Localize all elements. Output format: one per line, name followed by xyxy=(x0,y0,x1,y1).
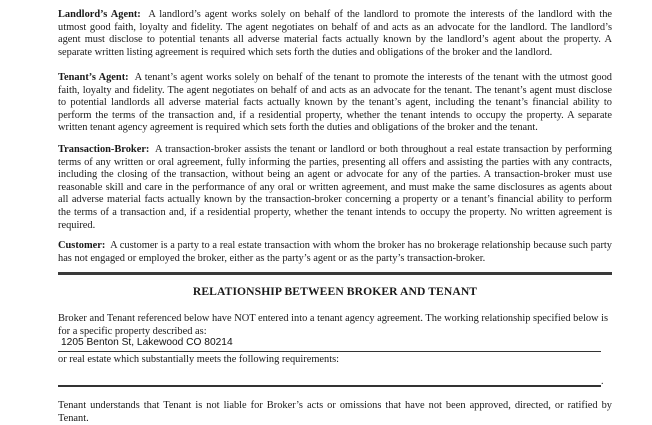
property-address-field[interactable]: 1205 Benton St, Lakewood CO 80214 xyxy=(61,337,233,348)
definition-customer xyxy=(58,240,612,265)
property-address-underline xyxy=(58,351,601,352)
requirements-label: or real estate which substantially meets the following requirements: xyxy=(58,354,340,365)
requirements-underline xyxy=(58,385,601,387)
definition-term: Landlord’s Agent: xyxy=(58,9,141,20)
section-divider xyxy=(58,272,612,275)
tenant-liability-statement: Tenant understands that Tenant is not liable for Broker’s acts or omissions that have not been approved, directed, or ratified by Tenant. xyxy=(58,400,612,424)
definition-term: Customer: xyxy=(58,240,106,251)
definition-text: A customer is a party to a real estate transaction with whom the broker has no brokerage relationship because such party has not engaged or employed the broker, either as the party’s agent or as the party’s transaction-broker. xyxy=(58,240,612,264)
definition-term: Tenant’s Agent: xyxy=(58,72,129,83)
definition-landlords-agent xyxy=(58,9,612,59)
relationship-intro: Broker and Tenant referenced below have NOT entered into a tenant agency agreement. The working relationship specified below is for a specific property described as: xyxy=(58,313,609,337)
definition-transaction-broker xyxy=(58,144,612,232)
section-heading: RELATIONSHIP BETWEEN BROKER AND TENANT xyxy=(192,285,478,298)
definition-tenants-agent xyxy=(58,72,612,135)
requirements-period: . xyxy=(601,376,604,387)
requirements-field[interactable] xyxy=(61,372,601,384)
definition-text: A landlord’s agent works solely on behalf of the landlord to promote the interests of the landlord with the utmost good faith, loyalty and fidelity. The agent negotiates on behalf of and acts as an advocate for the landlord. The landlord’s agent must disclose to potential tenants all adverse material facts actually known by the landlord’s agent about the property. A separate written listing agreement is required which sets forth the duties and obligations of the broker and the landlord. xyxy=(58,9,613,58)
definition-text: A tenant’s agent works solely on behalf of the tenant to promote the interests of the tenant with the utmost good faith, loyalty and fidelity. The agent negotiates on behalf of and acts as an advocate for the tenant. The tenant’s agent must disclose to potential landlords all adverse material facts actually known by the tenant’s agent, including the tenant’s financial ability to perform the terms of the transaction and, if a residential property, whether the tenant intends to occupy the property. A separate written tenant agency agreement is required which sets forth the duties and obligations of the broker and the tenant. xyxy=(58,72,612,134)
definition-text: A transaction-broker assists the tenant or landlord or both throughout a real estate transaction by performing terms of any written or oral agreement, fully informing the parties, presenting all offers and assisting the parties with any contracts, including the closing of the transaction, without being an agent or advocate for any of the parties. A transaction-broker must use reasonable skill and care in the performance of any oral or written agreement, and must make the same disclosures as agents about all adverse material facts actually known by the transaction-broker concerning a property or a tenant’s financial ability to perform the terms of a transaction and, if a residential property, whether the tenant intends to occupy the property. No written agreement is required. xyxy=(58,144,612,231)
definition-term: Transaction-Broker: xyxy=(58,144,150,155)
